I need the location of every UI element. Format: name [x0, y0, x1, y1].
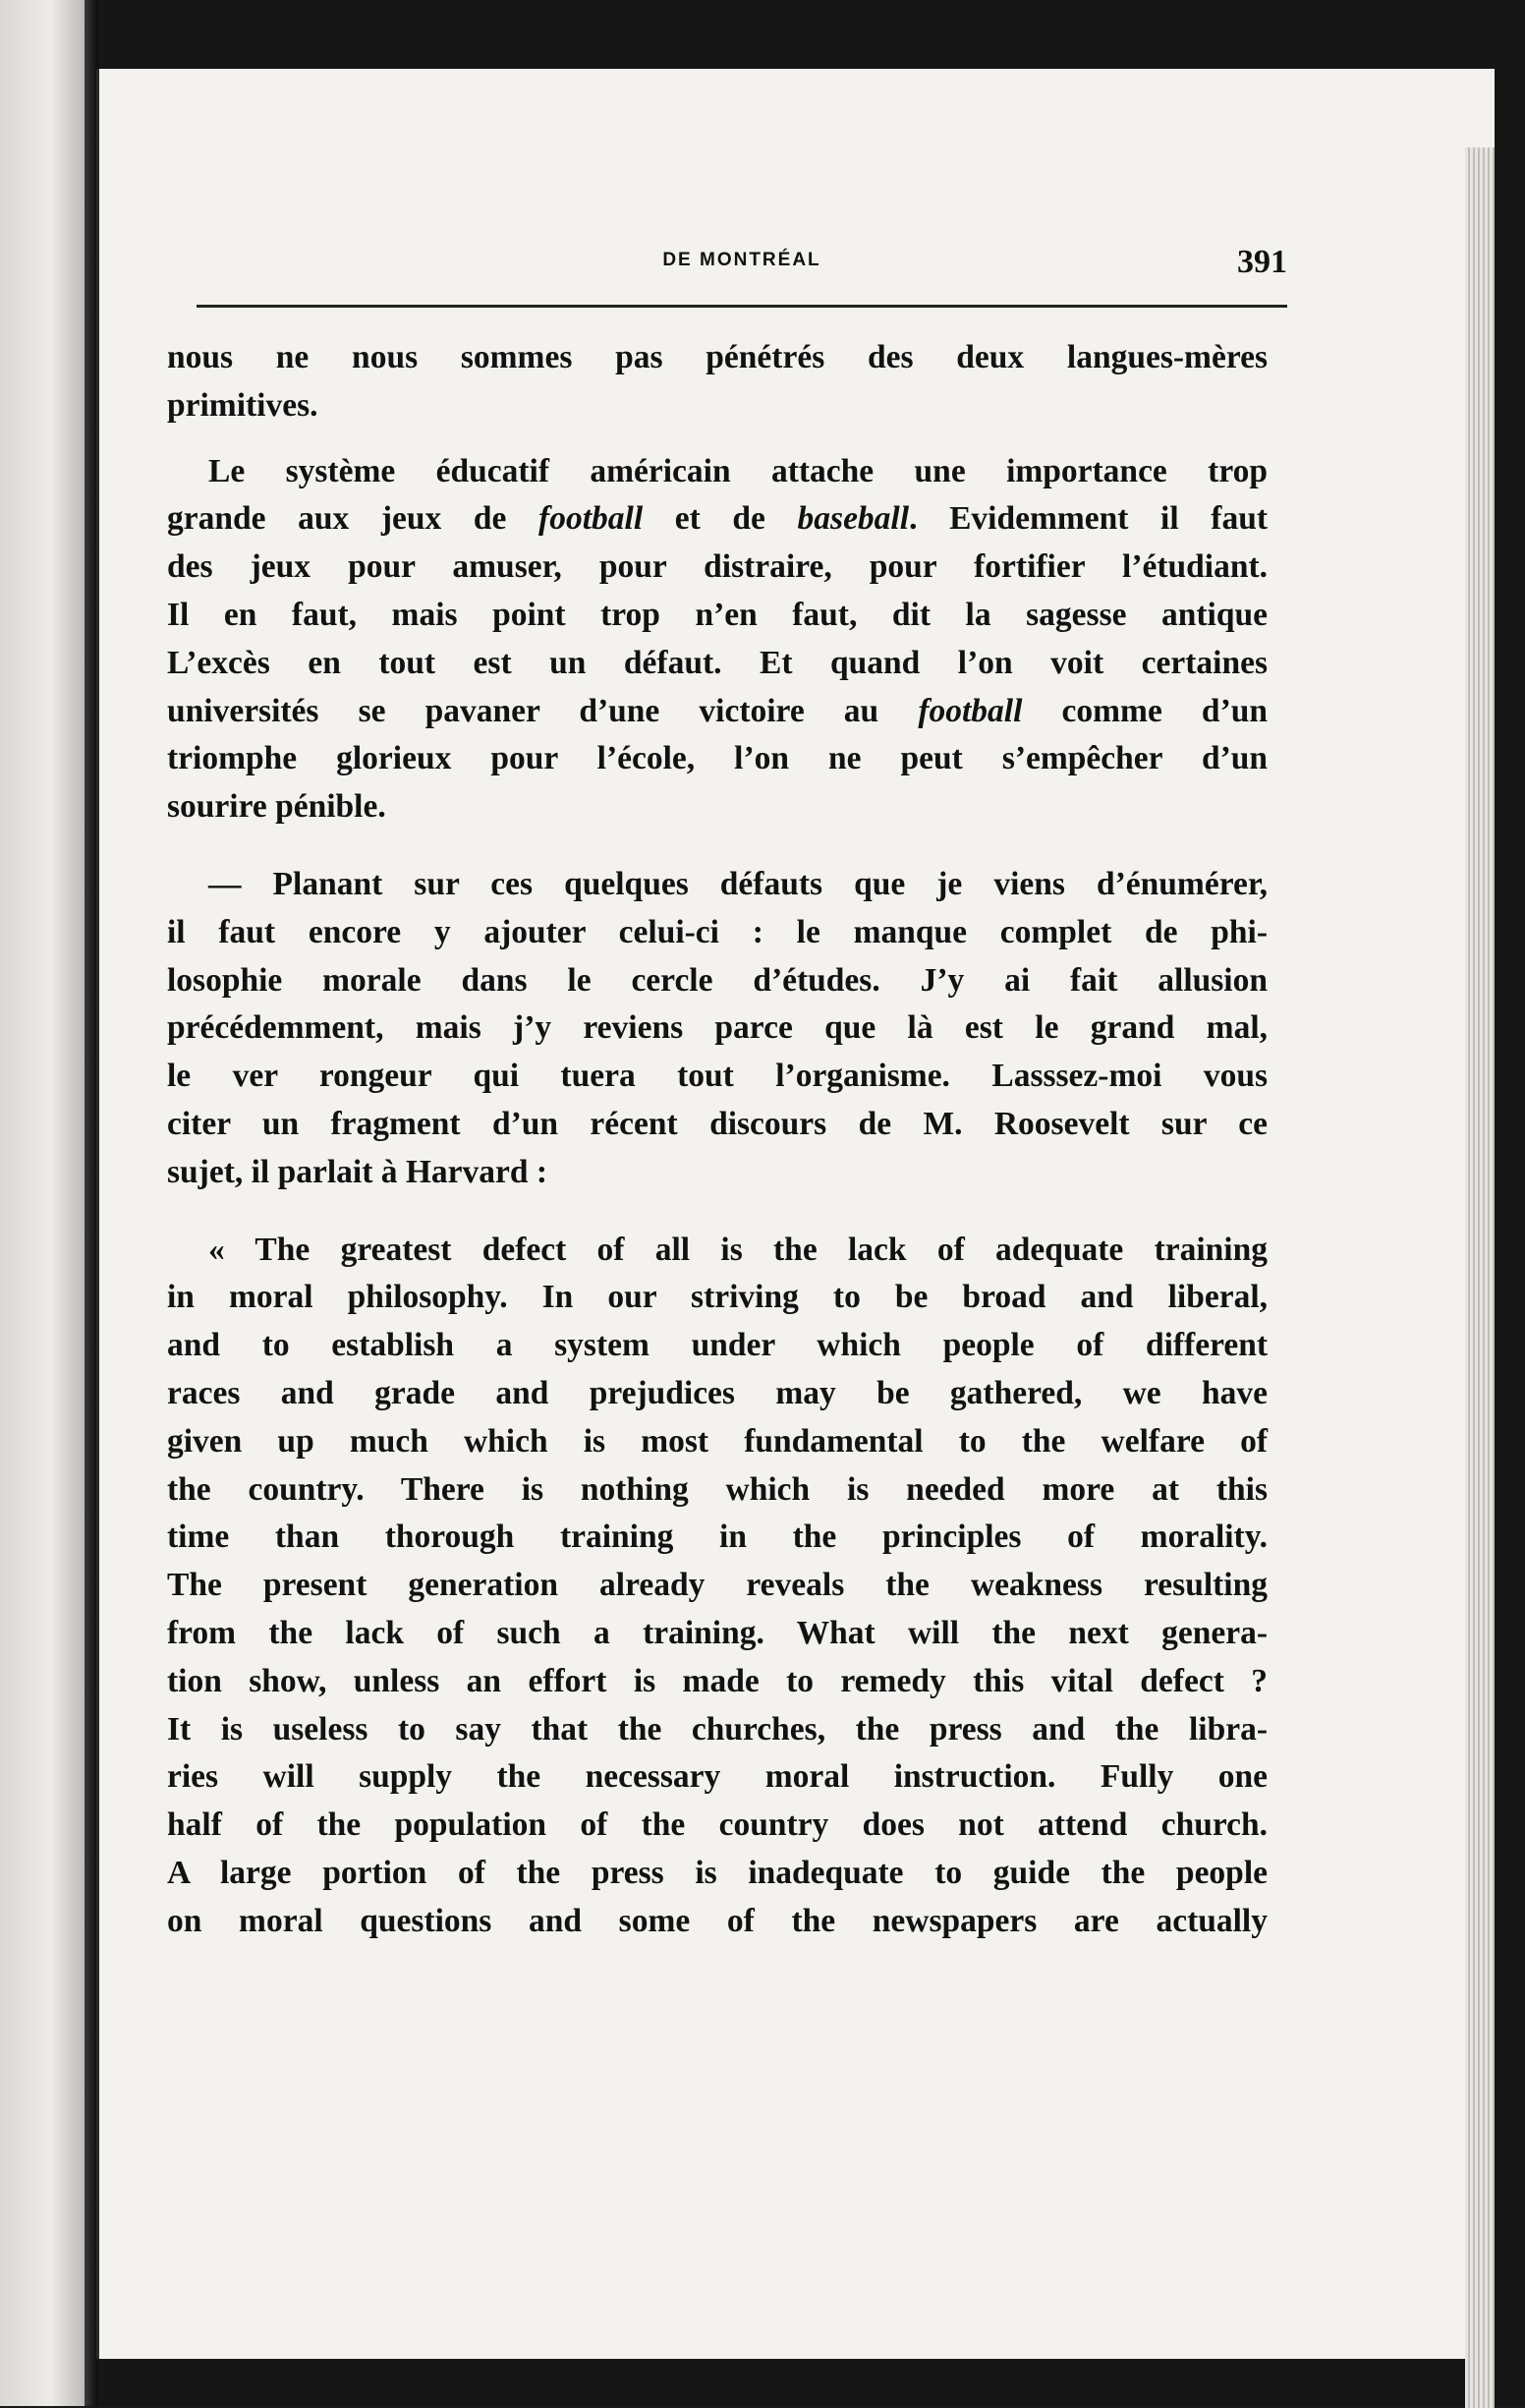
- italic-term: football: [538, 500, 644, 538]
- page-header: [197, 244, 1287, 303]
- italic-term: baseball: [797, 500, 910, 538]
- text-line: triomphe glorieux pour l’école, l’on ne peut s’empêcher d’un: [167, 740, 1268, 777]
- page-edges: [1465, 147, 1495, 2408]
- text-line: précédemment, mais j’y reviens parce que là est le grand mal,: [167, 1009, 1268, 1047]
- text-line: des jeux pour amuser, pour distraire, pour fortifier l’étudiant.: [167, 548, 1268, 586]
- text-line: le ver rongeur qui tuera tout l’organisme. Lasssez-moi vous: [167, 1058, 1268, 1095]
- text-line: Le système éducatif américain attache une importance trop: [208, 452, 1268, 489]
- text-line: It is useless to say that the churches, the press and the libra-: [167, 1710, 1268, 1748]
- text-line: — Planant sur ces quelques défauts que je viens d’énumérer,: [208, 865, 1268, 902]
- text-line: time than thorough training in the principles of morality.: [167, 1519, 1268, 1556]
- text-line: The present generation already reveals the weakness resulting: [167, 1567, 1268, 1604]
- text-line: citer un fragment d’un récent discours de M. Roosevelt sur ce: [167, 1105, 1268, 1142]
- text-line: L’excès en tout est un défaut. Et quand l’on voit certaines: [167, 644, 1268, 681]
- facing-page-edge: [0, 0, 85, 2406]
- text-line: nous ne nous sommes pas pénétrés des deux langues-mères: [167, 339, 1268, 375]
- text-line: sujet, il parlait à Harvard :: [167, 1153, 548, 1190]
- running-head: DE MONTRÉAL: [662, 250, 821, 270]
- text-line: losophie morale dans le cercle d’études. J’y ai fait allusion: [167, 961, 1268, 999]
- paragraph-continuation: [167, 334, 1268, 430]
- italic-term: football: [918, 692, 1023, 729]
- text-line: in moral philosophy. In our striving to be broad and liberal,: [167, 1279, 1268, 1316]
- text-line: on moral questions and some of the newspapers are actually: [167, 1902, 1268, 1939]
- text-line: grande aux jeux de football et de baseball. Evidemment il faut: [167, 500, 1268, 538]
- text-line: primitives.: [167, 386, 318, 424]
- paragraph-sports: [167, 448, 1268, 831]
- text-line: universités se pavaner d’une victoire au football comme d’un: [167, 692, 1268, 729]
- text-line: races and grade and prejudices may be gathered, we have: [167, 1374, 1268, 1411]
- text-line: from the lack of such a training. What will the next genera-: [167, 1614, 1268, 1651]
- paragraph-roosevelt-quote: [167, 1227, 1268, 1946]
- text-line: il faut encore y ajouter celui-ci : le manque complet de phi-: [167, 913, 1268, 950]
- text-line: and to establish a system under which people of different: [167, 1327, 1268, 1364]
- text-line: sourire pénible.: [167, 788, 386, 826]
- text-line: half of the population of the country does not attend church.: [167, 1806, 1268, 1844]
- text-line: ries will supply the necessary moral instruction. Fully one: [167, 1758, 1268, 1796]
- body-text: [167, 334, 1268, 1964]
- text-line: Il en faut, mais point trop n’en faut, dit la sagesse antique: [167, 596, 1268, 633]
- text-line: A large portion of the press is inadequate to guide the people: [167, 1854, 1268, 1891]
- text-line: given up much which is most fundamental to the welfare of: [167, 1422, 1268, 1460]
- paragraph-moral-philosophy: [167, 861, 1268, 1197]
- text-line: « The greatest defect of all is the lack of adequate training: [208, 1231, 1268, 1268]
- page-number: 391: [1237, 244, 1287, 280]
- header-rule: [197, 305, 1287, 308]
- text-line: the country. There is nothing which is needed more at this: [167, 1470, 1268, 1508]
- text-line: tion show, unless an effort is made to remedy this vital defect ?: [167, 1662, 1268, 1699]
